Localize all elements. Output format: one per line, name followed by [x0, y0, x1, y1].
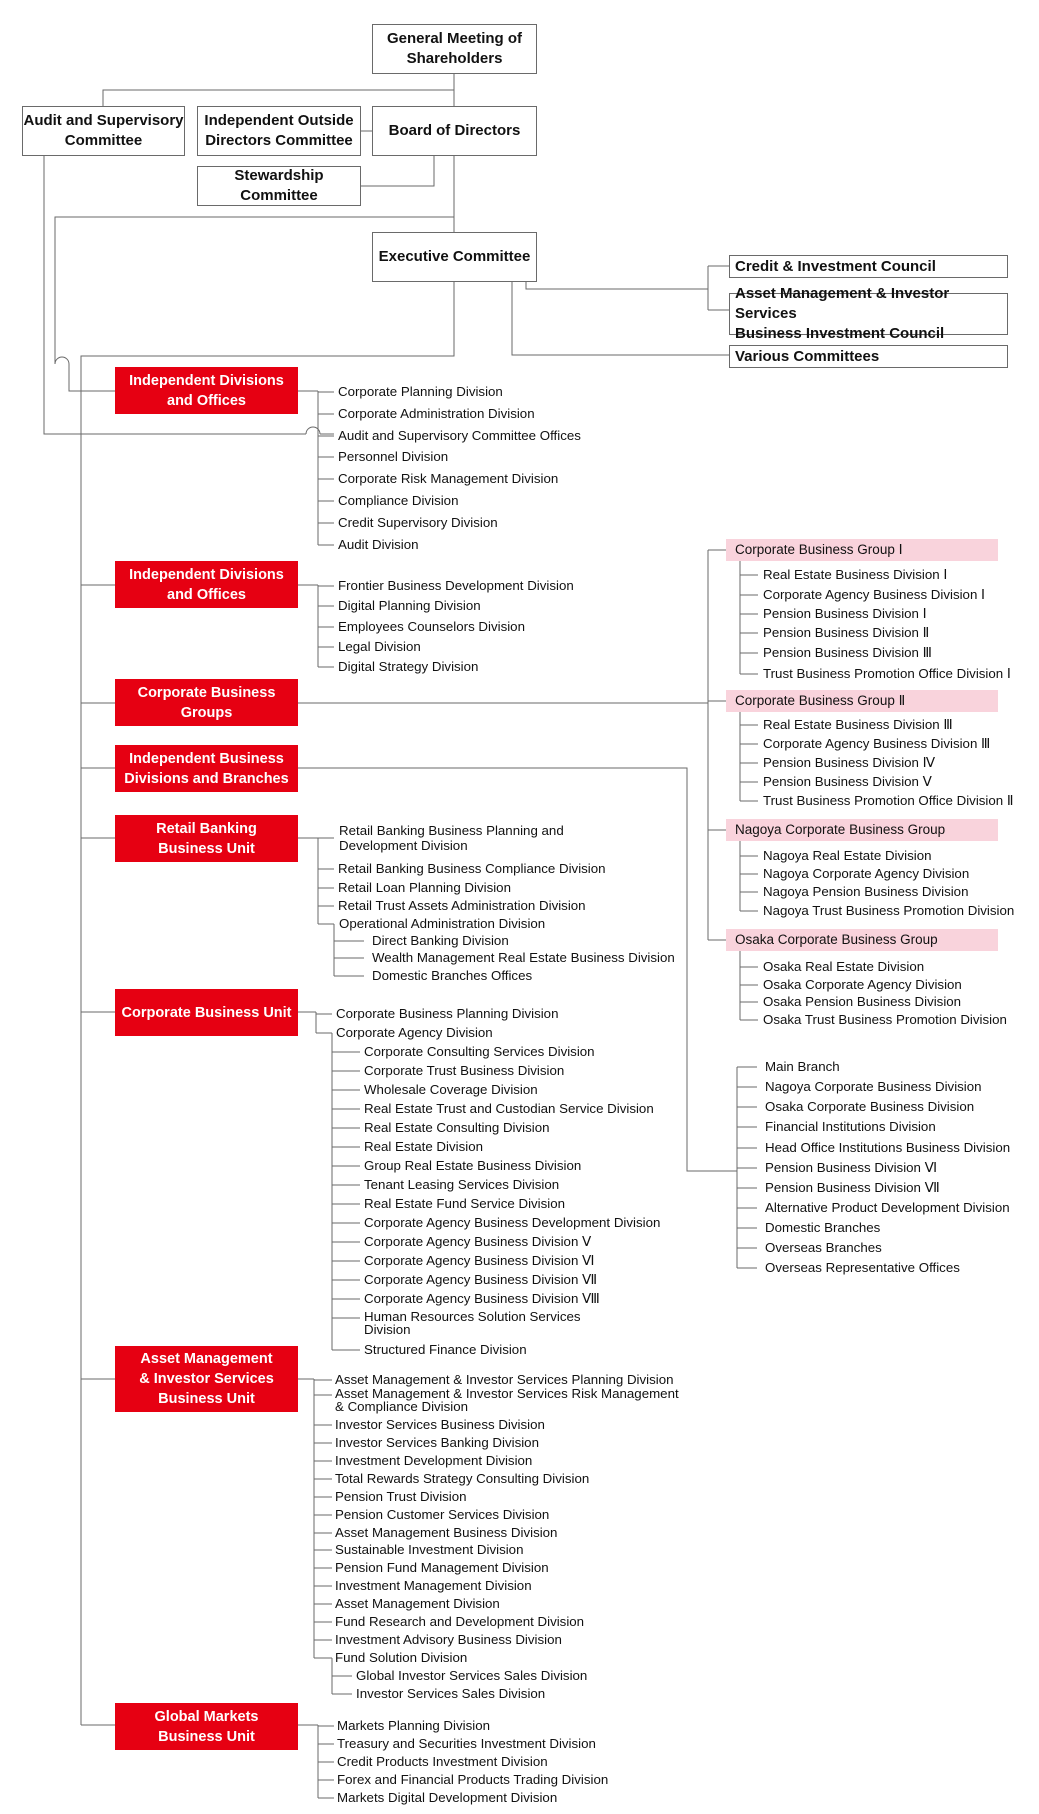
list-item: Nagoya Trust Business Promotion Division: [763, 903, 1015, 918]
unit-asset-management: Asset Management & Investor Services Business Unit: [115, 1346, 298, 1412]
list-item: Pension Business Division Ⅳ: [763, 755, 935, 770]
list-item: Corporate Agency Business Division Ⅲ: [763, 736, 991, 751]
connector: [512, 282, 729, 355]
list-item: Corporate Business Planning Division: [336, 1006, 559, 1021]
list-item: Markets Digital Development Division: [337, 1790, 558, 1805]
group-header-osaka: Osaka Corporate Business Group: [726, 929, 998, 951]
list-item: Osaka Trust Business Promotion Division: [763, 1012, 1007, 1027]
list-item: Real Estate Division: [364, 1139, 483, 1154]
group-header-corporate-2: Corporate Business Group Ⅱ: [726, 690, 998, 712]
list-item: Investor Services Business Division: [335, 1417, 545, 1432]
list-item: Domestic Branches: [765, 1220, 881, 1235]
list-item: Group Real Estate Business Division: [364, 1158, 582, 1173]
list-item: Personnel Division: [338, 449, 449, 464]
group-header-nagoya: Nagoya Corporate Business Group: [726, 819, 998, 841]
list-item: Global Investor Services Sales Division: [356, 1668, 588, 1683]
list-item: Compliance Division: [338, 493, 459, 508]
list-item: Nagoya Real Estate Division: [763, 848, 932, 863]
list-item: Real Estate Trust and Custodian Service Division: [364, 1101, 654, 1116]
connector: [69, 364, 115, 391]
general-meeting-box: General Meeting of Shareholders: [372, 24, 537, 74]
connector: [55, 357, 69, 364]
list-item: Corporate Planning Division: [338, 384, 503, 399]
list-item: Forex and Financial Products Trading Division: [337, 1772, 609, 1787]
list-item: Osaka Pension Business Division: [763, 994, 962, 1009]
list-item: Retail Banking Business Compliance Division: [338, 861, 606, 876]
list-item: Overseas Representative Offices: [765, 1260, 960, 1275]
list-item: Wealth Management Real Estate Business Division: [372, 950, 675, 965]
unit-independent-divisions-2: Independent Divisions and Offices: [115, 561, 298, 608]
unit-global-markets: Global Markets Business Unit: [115, 1703, 298, 1750]
list-item: Real Estate Business Division Ⅰ: [763, 567, 948, 582]
list-item: Pension Business Division Ⅶ: [765, 1180, 940, 1195]
list-item: Investment Advisory Business Division: [335, 1632, 562, 1647]
list-item: Corporate Risk Management Division: [338, 471, 559, 486]
list-item: Corporate Agency Division: [336, 1025, 493, 1040]
executive-box: Executive Committee: [372, 232, 537, 282]
list-item: Domestic Branches Offices: [372, 968, 533, 983]
list-item: Financial Institutions Division: [765, 1119, 936, 1134]
list-item: Pension Customer Services Division: [335, 1507, 550, 1522]
list-item: Pension Business Division Ⅵ: [765, 1160, 937, 1175]
list-item: Nagoya Corporate Agency Division: [763, 866, 970, 881]
list-item: Fund Solution Division: [335, 1650, 468, 1665]
list-item: Corporate Consulting Services Division: [364, 1044, 595, 1059]
group-header-corporate-1: Corporate Business Group Ⅰ: [726, 539, 998, 561]
list-item: Pension Trust Division: [335, 1489, 467, 1504]
list-item: Corporate Agency Business Division Ⅴ: [364, 1234, 592, 1249]
list-item: Investor Services Sales Division: [356, 1686, 546, 1701]
list-item: Real Estate Fund Service Division: [364, 1196, 566, 1211]
list-item: Investment Development Division: [335, 1453, 533, 1468]
list-item: Asset Management Division: [335, 1596, 500, 1611]
list-item: Investor Services Banking Division: [335, 1435, 539, 1450]
list-item: Operational Administration Division: [339, 916, 546, 931]
list-item: Retail Loan Planning Division: [338, 880, 511, 895]
stewardship-box: Stewardship Committee: [197, 166, 361, 206]
list-item: Nagoya Pension Business Division: [763, 884, 969, 899]
board-box: Board of Directors: [372, 106, 537, 156]
list-item: Frontier Business Development Division: [338, 578, 574, 593]
list-item: Investment Management Division: [335, 1578, 532, 1593]
unit-corporate-business-groups: Corporate Business Groups: [115, 679, 298, 726]
list-item: Osaka Real Estate Division: [763, 959, 925, 974]
unit-independent-divisions-1: Independent Divisions and Offices: [115, 367, 298, 414]
list-item: Corporate Agency Business Division Ⅵ: [364, 1253, 595, 1268]
list-item: Real Estate Business Division Ⅲ: [763, 717, 953, 732]
credit-council-box: Credit & Investment Council: [729, 255, 1008, 278]
list-item: Asset Management & Investor Services Risk Management & Compliance Division: [335, 1386, 679, 1414]
list-item: Alternative Product Development Division: [765, 1200, 1010, 1215]
list-item: Corporate Agency Business Development Division: [364, 1215, 661, 1230]
list-item: Pension Business Division Ⅰ: [763, 606, 927, 621]
am-council-box: Asset Management & Investor Services Business Investment Council: [729, 293, 1008, 335]
audit-committee-box: Audit and Supervisory Committee: [22, 106, 185, 156]
list-item: Credit Supervisory Division: [338, 515, 498, 530]
list-item: Pension Business Division Ⅲ: [763, 645, 932, 660]
list-item: Trust Business Promotion Office Division Ⅰ: [763, 666, 1011, 681]
list-item: Retail Trust Assets Administration Division: [338, 898, 586, 913]
list-item: Digital Strategy Division: [338, 659, 479, 674]
list-item: Pension Business Division Ⅴ: [763, 774, 932, 789]
list-item: Pension Business Division Ⅱ: [763, 625, 930, 640]
list-item: Markets Planning Division: [337, 1718, 490, 1733]
list-item: Osaka Corporate Agency Division: [763, 977, 962, 992]
list-item: Sustainable Investment Division: [335, 1542, 524, 1557]
list-item: Tenant Leasing Services Division: [364, 1177, 560, 1192]
list-item: Direct Banking Division: [372, 933, 509, 948]
list-item: Overseas Branches: [765, 1240, 882, 1255]
list-item: Employees Counselors Division: [338, 619, 525, 634]
list-item: Audit and Supervisory Committee Offices: [338, 428, 581, 443]
list-item: Corporate Trust Business Division: [364, 1063, 565, 1078]
list-item: Main Branch: [765, 1059, 840, 1074]
unit-retail-banking: Retail Banking Business Unit: [115, 815, 298, 862]
list-item: Retail Banking Business Planning and Development Division: [339, 823, 564, 853]
list-item: Treasury and Securities Investment Division: [337, 1736, 596, 1751]
list-item: Osaka Corporate Business Division: [765, 1099, 975, 1114]
various-committees-box: Various Committees: [729, 345, 1008, 368]
list-item: Nagoya Corporate Business Division: [765, 1079, 982, 1094]
list-item: Corporate Administration Division: [338, 406, 535, 421]
list-item: Legal Division: [338, 639, 421, 654]
list-item: Human Resources Solution Services Division: [364, 1309, 581, 1337]
list-item: Asset Management & Investor Services Planning Division: [335, 1372, 674, 1387]
list-item: Head Office Institutions Business Division: [765, 1140, 1011, 1155]
list-item: Fund Research and Development Division: [335, 1614, 585, 1629]
list-item: Digital Planning Division: [338, 598, 481, 613]
list-item: Asset Management Business Division: [335, 1525, 558, 1540]
connector: [526, 282, 708, 289]
list-item: Total Rewards Strategy Consulting Division: [335, 1471, 590, 1486]
list-item: Real Estate Consulting Division: [364, 1120, 550, 1135]
unit-independent-business-divisions: Independent Business Divisions and Branches: [115, 745, 298, 792]
outside-directors-box: Independent Outside Directors Committee: [197, 106, 361, 156]
connector: [103, 90, 454, 106]
list-item: Pension Fund Management Division: [335, 1560, 549, 1575]
list-item: Audit Division: [338, 537, 419, 552]
list-item: Corporate Agency Business Division Ⅷ: [364, 1291, 600, 1306]
list-item: Structured Finance Division: [364, 1342, 527, 1357]
list-item: Trust Business Promotion Office Division Ⅱ: [763, 793, 1014, 808]
connector: [361, 156, 434, 186]
list-item: Wholesale Coverage Division: [364, 1082, 538, 1097]
list-item: Corporate Agency Business Division Ⅰ: [763, 587, 985, 602]
unit-corporate-business: Corporate Business Unit: [115, 989, 298, 1036]
list-item: Corporate Agency Business Division Ⅶ: [364, 1272, 597, 1287]
list-item: Credit Products Investment Division: [337, 1754, 548, 1769]
